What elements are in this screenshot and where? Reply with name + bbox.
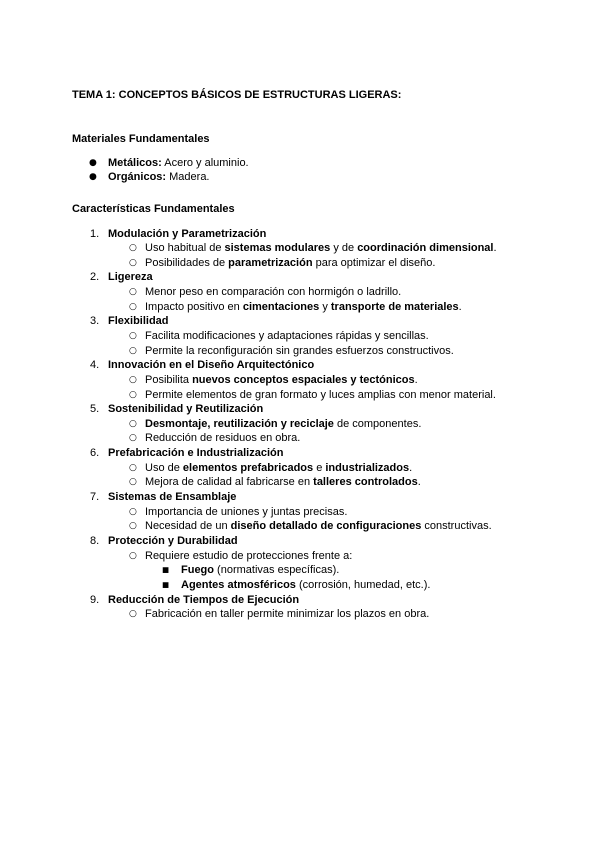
circle-bullet-icon: ○ [129, 345, 137, 356]
sub-sub-point-text [181, 563, 339, 578]
feature-title: Sostenibilidad y Reutilización [108, 403, 264, 416]
text-run: (normativas específicas). [214, 564, 340, 577]
sub-point-text [145, 241, 497, 256]
feature-title: Flexibilidad [108, 315, 169, 328]
sub-point [0, 241, 600, 256]
text-run: . [414, 373, 418, 386]
sub-point [0, 461, 600, 476]
item-text: Madera. [166, 171, 210, 184]
list-number: 6. [90, 447, 100, 460]
circle-bullet-icon: ○ [129, 433, 137, 444]
sub-point-text [145, 300, 462, 315]
circle-bullet-icon: ○ [129, 521, 137, 532]
feature-item [0, 270, 600, 285]
text-run-bold: transporte de materiales [330, 300, 459, 313]
feature-title: Reducción de Tiempos de Ejecución [108, 593, 300, 606]
sub-point [0, 344, 600, 359]
circle-bullet-icon: ○ [129, 506, 137, 517]
text-run: Mejora de calidad al fabricarse en [145, 476, 314, 489]
sub-point-text [145, 519, 492, 534]
text-run: Importancia de uniones y juntas precisas. [145, 505, 348, 518]
text-run-bold: sistemas modulares [224, 242, 331, 255]
text-run: (corrosión, humedad, etc.). [295, 578, 431, 591]
feature-title: Modulación y Parametrización [108, 227, 267, 240]
text-run-bold: Desmontaje, reutilización y reciclaje [145, 417, 334, 430]
list-item-text [108, 156, 249, 171]
circle-bullet-icon: ○ [129, 550, 137, 561]
list-number: 4. [90, 359, 100, 372]
sub-point [0, 549, 600, 564]
sub-point-text [145, 607, 429, 622]
sub-point [0, 417, 600, 432]
list-item [0, 156, 600, 171]
text-run: Impacto positivo en [145, 300, 243, 313]
item-label: Metálicos: [108, 156, 162, 169]
sub-point-text [145, 549, 352, 564]
sub-point-text [145, 417, 421, 432]
circle-bullet-icon: ○ [129, 389, 137, 400]
text-run: Permite la reconfiguración sin grandes esfuerzos constructivos. [145, 344, 454, 357]
item-label: Orgánicos: [108, 171, 167, 184]
text-run: Fabricación en taller permite minimizar los plazos en obra. [145, 608, 430, 621]
text-run: Facilita modificaciones y adaptaciones rápidas y sencillas. [145, 329, 429, 342]
text-run: Posibilidades de [145, 256, 229, 269]
caracteristicas-list [0, 227, 600, 622]
list-number: 9. [90, 593, 100, 606]
sub-point-text [145, 475, 421, 490]
text-run-bold: parametrización [228, 256, 313, 269]
materiales-list [0, 156, 600, 185]
circle-bullet-icon: ○ [129, 418, 137, 429]
feature-title: Ligereza [108, 271, 153, 284]
list-number: 1. [90, 227, 100, 240]
feature-item [0, 227, 600, 242]
text-run-bold: talleres controlados [313, 476, 418, 489]
list-number: 3. [90, 315, 100, 328]
text-run-bold: cimentaciones [242, 300, 320, 313]
text-run: Permite elementos de gran formato y luces amplias con menor material. [145, 388, 496, 401]
feature-item [0, 446, 600, 461]
sub-point-text [145, 505, 347, 520]
text-run-bold: industrializados [325, 461, 410, 474]
list-item-text [108, 170, 210, 185]
sub-point-text [145, 431, 300, 446]
feature-item [0, 534, 600, 549]
text-run: Menor peso en comparación con hormigón o ladrillo. [145, 286, 402, 299]
sub-point [0, 519, 600, 534]
text-run: Posibilita [145, 373, 193, 386]
feature-title: Protección y Durabilidad [108, 534, 238, 547]
sub-point [0, 607, 600, 622]
text-run-bold: Fuego [181, 564, 214, 577]
sub-point [0, 505, 600, 520]
text-run-bold: coordinación dimensional [357, 242, 494, 255]
sub-point [0, 431, 600, 446]
feature-item [0, 490, 600, 505]
circle-bullet-icon: ○ [129, 374, 137, 385]
text-run: de componentes. [333, 417, 422, 430]
square-bullet-icon: ■ [162, 565, 170, 575]
text-run: e [313, 461, 326, 474]
sub-sub-point-text [181, 578, 430, 593]
text-run: . [458, 300, 462, 313]
text-run: . [409, 461, 413, 474]
section-heading-materiales: Materiales Fundamentales [72, 132, 210, 145]
feature-title: Innovación en el Diseño Arquitectónico [108, 359, 315, 372]
sub-point-text [145, 461, 412, 476]
circle-bullet-icon: ○ [129, 301, 137, 312]
text-run: constructivas. [421, 520, 492, 533]
list-number: 2. [90, 271, 100, 284]
list-number: 7. [90, 491, 100, 504]
circle-bullet-icon: ○ [129, 257, 137, 268]
text-run: Uso habitual de [145, 242, 225, 255]
sub-point [0, 388, 600, 403]
text-run-bold: diseño detallado de configuraciones [230, 520, 422, 533]
text-run-bold: Agentes atmosféricos [181, 578, 296, 591]
sub-point [0, 475, 600, 490]
feature-item [0, 593, 600, 608]
text-run: Uso de [145, 461, 183, 474]
sub-point-text [145, 344, 454, 359]
circle-bullet-icon: ○ [129, 330, 137, 341]
circle-bullet-icon: ○ [129, 462, 137, 473]
text-run: y [319, 300, 331, 313]
sub-point [0, 329, 600, 344]
feature-title: Prefabricación e Industrialización [108, 447, 284, 460]
page-title: TEMA 1: CONCEPTOS BÁSICOS DE ESTRUCTURAS LIGERAS: [72, 88, 402, 101]
feature-item [0, 314, 600, 329]
item-text: Acero y aluminio. [161, 156, 249, 169]
sub-point-text [145, 329, 429, 344]
feature-item [0, 402, 600, 417]
text-run: Reducción de residuos en obra. [145, 432, 301, 445]
sub-point [0, 285, 600, 300]
text-run: . [417, 476, 421, 489]
sub-point-text [145, 285, 401, 300]
disc-bullet-icon: ● [89, 172, 97, 183]
text-run: Requiere estudio de protecciones frente a: [145, 549, 353, 562]
text-run: y de [330, 242, 358, 255]
circle-bullet-icon: ○ [129, 243, 137, 254]
list-item [0, 170, 600, 185]
circle-bullet-icon: ○ [129, 287, 137, 298]
text-run: . [493, 242, 497, 255]
text-run: Necesidad de un [145, 520, 231, 533]
list-number: 8. [90, 534, 100, 547]
square-bullet-icon: ■ [162, 579, 170, 589]
sub-sub-point [0, 578, 600, 593]
circle-bullet-icon: ○ [129, 477, 137, 488]
sub-point [0, 256, 600, 271]
sub-point-text [145, 373, 418, 388]
sub-point [0, 373, 600, 388]
circle-bullet-icon: ○ [129, 609, 137, 620]
text-run-bold: elementos prefabricados [182, 461, 314, 474]
text-run: para optimizar el diseño. [312, 256, 436, 269]
sub-point [0, 300, 600, 315]
section-heading-caracteristicas: Características Fundamentales [72, 202, 235, 215]
sub-point-text [145, 388, 496, 403]
sub-point-text [145, 256, 435, 271]
text-run-bold: nuevos conceptos espaciales y tectónicos [192, 373, 415, 386]
feature-item [0, 358, 600, 373]
disc-bullet-icon: ● [89, 157, 97, 168]
list-number: 5. [90, 403, 100, 416]
feature-title: Sistemas de Ensamblaje [108, 491, 237, 504]
sub-sub-point [0, 563, 600, 578]
